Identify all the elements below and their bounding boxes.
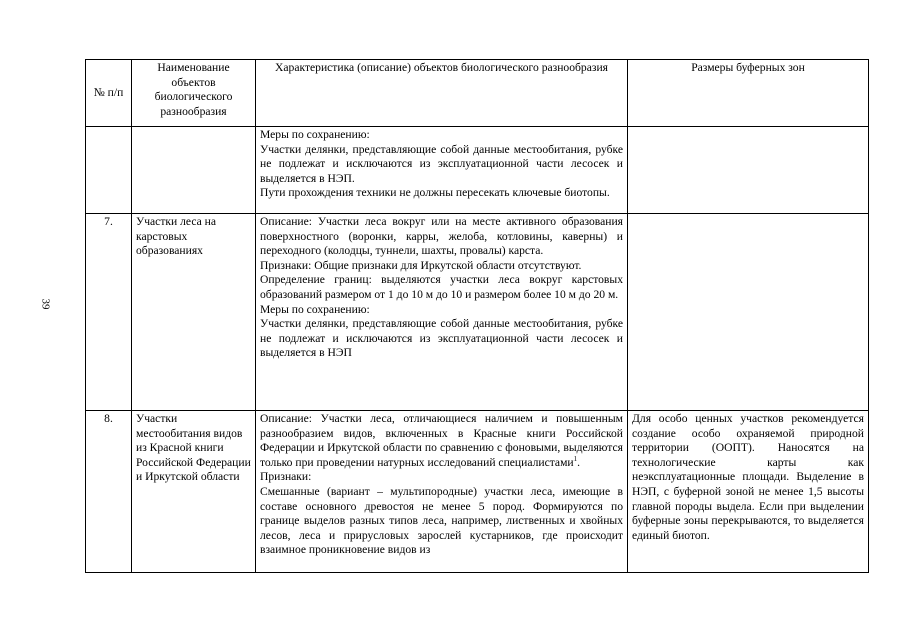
header-buffer: Размеры буферных зон xyxy=(628,60,869,127)
row-description xyxy=(256,411,628,573)
description-text: Описание: Участки леса, отличающиеся наличием и повышенным разнообразием видов, включенных в Красные книги Российской Федерации и Иркутской области по сравнению с фоновыми, выделяются только при проведении натурных исследований специалистами xyxy=(260,412,623,469)
row-buffer xyxy=(628,214,869,411)
row-buffer: Для особо ценных участков рекомендуется создание особо охраняемой природной территории (ООПТ). Наносятся на технологические карты как неэксплуатационные площади. Выделение в НЭП, с буферной зоной не менее 1,5 высоты главной породы выдела. Если при выделении буферные зоны перекрываются, то выделяется единый биотоп. xyxy=(628,411,869,573)
page-number: 39 xyxy=(39,298,52,310)
biodiversity-table xyxy=(85,59,869,573)
description-paragraph: Смешанные (вариант – мультипородные) участки леса, имеющие в составе основного древостоя не менее 5 пород. Формируются по границе выделов разных типов леса, например, лиственных и хвойных лесов, леса и прирусловых зарослей кустарников, где происходит взаимное проникновение видов из xyxy=(260,484,623,557)
row-description xyxy=(256,214,628,411)
row-description xyxy=(256,127,628,214)
description-paragraph: Пути прохождения техники не должны пересекать ключевые биотопы. xyxy=(260,186,610,200)
description-paragraph: Описание: Участки леса вокруг или на месте активного образования поверхностного (воронки, карры, желоба, котловины, каверны) и переходного (колодцы, туннели, шахты, провалы) карста. xyxy=(260,215,623,258)
header-num: № п/п xyxy=(86,60,132,127)
row-num xyxy=(86,127,132,214)
row-buffer xyxy=(628,127,869,214)
description-paragraph: Меры по сохранению: xyxy=(260,302,370,316)
description-paragraph: Меры по сохранению: xyxy=(260,128,370,141)
description-paragraph: Признаки: Общие признаки для Иркутской области отсутствуют. xyxy=(260,258,582,272)
row-num: 8. xyxy=(86,411,132,573)
description-paragraph: Определение границ: выделяются участки леса вокруг карстовых образований размером от 1 до 10 м до 10 и размером более 10 м до 20 м. xyxy=(260,273,623,301)
table-header-row xyxy=(86,60,869,127)
header-name: Наименование объектов биологического разнообразия xyxy=(132,60,256,127)
row-name: Участки леса на карстовых образованиях xyxy=(132,214,256,411)
description-paragraph xyxy=(260,412,623,470)
description-paragraph: Участки делянки, представляющие собой данные местообитания, рубке не подлежат и исключаются из эксплуатационной части лесосек и выделяется в НЭП xyxy=(260,317,623,360)
description-paragraph: Участки делянки, представляющие собой данные местообитания, рубке не подлежат и исключаются из эксплуатационной части лесосек и выделяется в НЭП. xyxy=(260,142,623,185)
footnote-suffix: . xyxy=(577,455,581,469)
table-row xyxy=(86,411,869,573)
description-paragraph: Признаки: xyxy=(260,470,312,484)
table-row xyxy=(86,127,869,214)
table-row xyxy=(86,214,869,411)
row-name: Участки местообитания видов из Красной книги Российской Федерации и Иркутской области xyxy=(132,411,256,573)
row-num: 7. xyxy=(86,214,132,411)
header-desc: Характеристика (описание) объектов биологического разнообразия xyxy=(256,60,628,127)
footnote-mark: 1 xyxy=(573,454,578,463)
row-name xyxy=(132,127,256,214)
